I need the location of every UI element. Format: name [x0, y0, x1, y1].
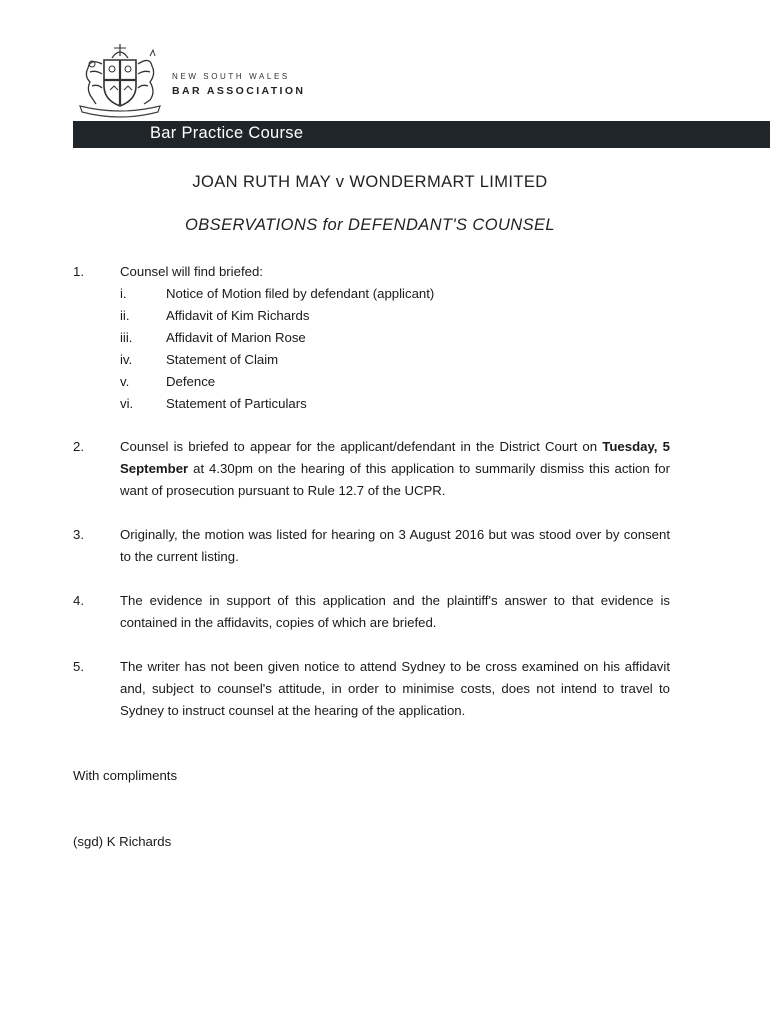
sublist-item-text: Statement of Claim	[166, 352, 279, 367]
organisation-name	[172, 72, 305, 97]
org-name: BAR ASSOCIATION	[172, 85, 306, 97]
item-text	[120, 436, 670, 502]
signature-line: (sgd) K Richards	[73, 834, 172, 849]
item-number: 3.	[73, 527, 84, 542]
item-text: The evidence in support of this application and the plaintiff's answer to that evidence is contained in the affidavits, copies of which are briefed.	[120, 593, 670, 630]
document-subtitle: OBSERVATIONS for DEFENDANT'S COUNSEL	[185, 216, 555, 234]
list-item-5	[73, 656, 670, 722]
item-text: Counsel will find briefed:	[120, 264, 263, 279]
hearing-date: Tuesday, 5 September	[120, 439, 670, 476]
list-item-4	[73, 590, 670, 634]
org-state: NEW SOUTH WALES	[172, 72, 290, 81]
list-item-3	[73, 524, 670, 568]
sublist-item-text: Affidavit of Kim Richards	[166, 308, 310, 323]
item-text: The writer has not been given notice to attend Sydney to be cross examined on his affidavit and, subject to counsel's attitude, in order to minimise costs, does not intend to travel to Sydney to instruct counsel at the hearing of the application.	[120, 659, 670, 718]
item-text: Originally, the motion was listed for hearing on 3 August 2016 but was stood over by consent to the current listing.	[120, 527, 670, 564]
closing-compliments: With compliments	[73, 768, 178, 783]
item-number: 2.	[73, 439, 84, 454]
roman-numeral: i.	[120, 286, 127, 301]
list-item-2	[73, 436, 670, 502]
banner-title: Bar Practice Course	[150, 124, 304, 142]
roman-numeral: iv.	[120, 352, 133, 367]
course-banner	[73, 121, 770, 148]
item-number: 1.	[73, 264, 84, 279]
roman-numeral: vi.	[120, 396, 134, 411]
roman-numeral: iii.	[120, 330, 133, 345]
item-number: 5.	[73, 659, 84, 674]
case-title: JOAN RUTH MAY v WONDERMART LIMITED	[192, 173, 548, 191]
coat-of-arms-logo	[74, 42, 166, 118]
sublist-item-text: Statement of Particulars	[166, 396, 307, 411]
item-text-end: at 4.30pm on the hearing of this application to summarily dismiss this action for want of prosecution pursuant to Rule 12.7 of the UCPR.	[120, 461, 670, 498]
letterhead	[72, 42, 770, 122]
sublist-item-text: Defence	[166, 374, 216, 389]
roman-numeral: v.	[120, 374, 130, 389]
sublist-item-text: Notice of Motion filed by defendant (applicant)	[166, 286, 435, 301]
item-text-start: Counsel is briefed to appear for the applicant/defendant in the District Court on	[120, 439, 603, 454]
item-number: 4.	[73, 593, 84, 608]
roman-numeral: ii.	[120, 308, 130, 323]
sublist-item-text: Affidavit of Marion Rose	[166, 330, 306, 345]
list-item-1	[73, 261, 670, 283]
